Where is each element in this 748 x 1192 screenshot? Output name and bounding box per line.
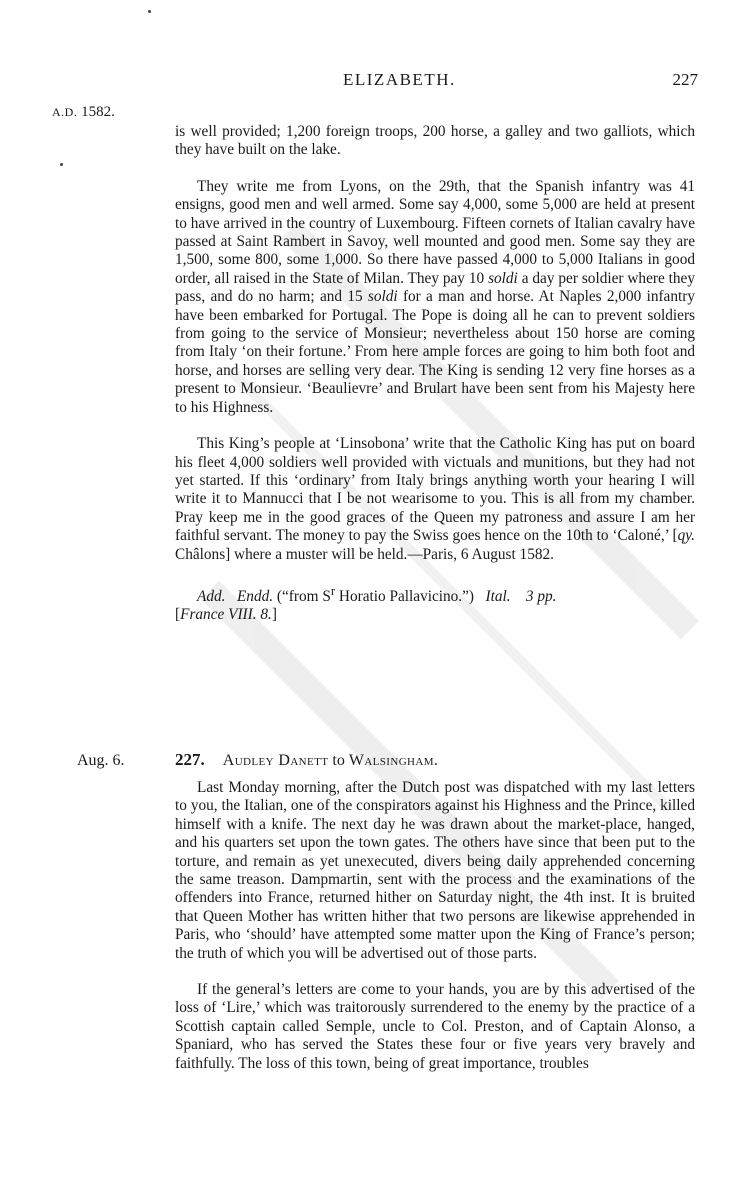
- paragraph: If the general’s letters are come to your hands, you are by this advertised of the loss of ‘Lire,’ which was traitorously surrendered to the enemy by the practice of a Scottish captain called Semple, uncle to Col. Preston, and of Captain Alonso, a Spaniard, who has served the States these four or five years very bravely and faithfully. The loss of this town, being of great importance, troubles: [175, 981, 695, 1072]
- paragraph: [175, 435, 695, 564]
- year-value: 1582.: [81, 104, 115, 120]
- language-label: Ital.: [485, 588, 511, 606]
- paragraph: [175, 178, 695, 417]
- endd-label: Endd.: [236, 588, 274, 606]
- entry-number: 227.: [175, 750, 205, 769]
- page-number: 227: [672, 70, 698, 89]
- italic-term: soldi: [367, 288, 398, 306]
- margin-entry-date: Aug. 6.: [77, 752, 125, 769]
- archive-reference: France VIII. 8.: [180, 606, 272, 624]
- add-label: Add.: [197, 588, 226, 606]
- paragraph: Last Monday morning, after the Dutch post was dispatched with my last letters to you, the Italian, one of the conspirators against his Highness and the Prince, killed himself with a knife. The next day he was drawn about the market-place, hanged, and his quarters set upon the town gates. The others have since that been put to the torture, and remain as yet unexecuted, divers being daily apprehended concerning the same treason. Dampmartin, sent with the process and the examinations of the offenders into France, returned hither on Saturday night, the 4th inst. It is bruited that Queen Mother has written hither that two persons are likewise apprehended in Paris, who ‘should’ have attempted some matter upon the King of France’s person; the truth of which you will be advertised out of those parts.: [175, 779, 695, 962]
- text-run: They write me from Lyons, on the 29th, that the Spanish infantry was 41 ensigns, good men and well armed. Some say 4,000, some 5,000 are held at present to have arrived in the country of Luxembourg. Fifteen cornets of Italian cavalry have passed at Saint Rambert in Savoy, well mounted and good men. Some say they are 1,500, some 800, some 1,000. So there have passed 4,000 to 5,000 Italians in good order, all raised in the State of Milan. They pay 10: [175, 177, 695, 287]
- year-prefix: A.D.: [52, 105, 78, 119]
- text-run: Horatio Pallavicino.”): [335, 588, 475, 606]
- italic-term: qy.: [677, 527, 695, 545]
- stray-dot: [148, 10, 151, 13]
- page-header: [0, 70, 748, 94]
- margin-year: [52, 104, 115, 121]
- text-run: This King’s people at ‘Linsobona’ write that the Catholic King has put on board his fleet 4,000 soldiers well provided with victuals and munitions, but they had not yet started. If this ‘ordinary’ from Italy brings anything worth your hearing I will write it to Mannucci that I be not wearisome to you. This is all from my chamber. Pray keep me in the good graces of the Queen my patroness and assure I am her faithful servant. The money to pay the Swiss goes hence on the 10th to ‘Caloné,’ [: [175, 435, 695, 545]
- text-run: (“from S: [276, 588, 331, 606]
- superscript: r: [330, 583, 336, 598]
- italic-term: soldi: [488, 269, 518, 287]
- pages-label: 3 pp.: [525, 588, 557, 606]
- text-run: a day per soldier where they pass, and do no harm; and 15: [175, 269, 695, 306]
- endorsement-note: [175, 582, 695, 625]
- paragraph: is well provided; 1,200 foreign troops, 200 horse, a galley and two galliots, which they have built on the lake.: [175, 123, 695, 159]
- stray-dot: [60, 163, 63, 166]
- bracket: [: [175, 606, 181, 624]
- text-run: for a man and horse. At Naples 2,000 infantry have been embarked for Portugal. The Pope is doing all he can to prevent soldiers from going to the service of Monsieur; nevertheless about 150 horse are coming from Italy ‘on their fortune.’ From here ample forces are going to him both foot and horse, and horses are selling very dear. The King is sending 12 very fine horses as a present to Monsieur. ‘Beaulievre’ and Brulart have been sent from his Majesty here to his Highness.: [175, 288, 695, 416]
- text-run: Châlons] where a muster will be held.—Paris, 6 August 1582.: [175, 545, 554, 563]
- entry-227-body: [175, 779, 695, 1091]
- entry-227-heading: [175, 750, 695, 770]
- entry-226-continuation: [175, 123, 695, 643]
- bracket: ]: [271, 606, 277, 624]
- running-title: ELIZABETH.: [343, 70, 456, 89]
- entry-title-connector: to: [332, 752, 345, 769]
- entry-recipient: Walsingham.: [348, 752, 439, 769]
- entry-author: Audley Danett: [222, 752, 329, 769]
